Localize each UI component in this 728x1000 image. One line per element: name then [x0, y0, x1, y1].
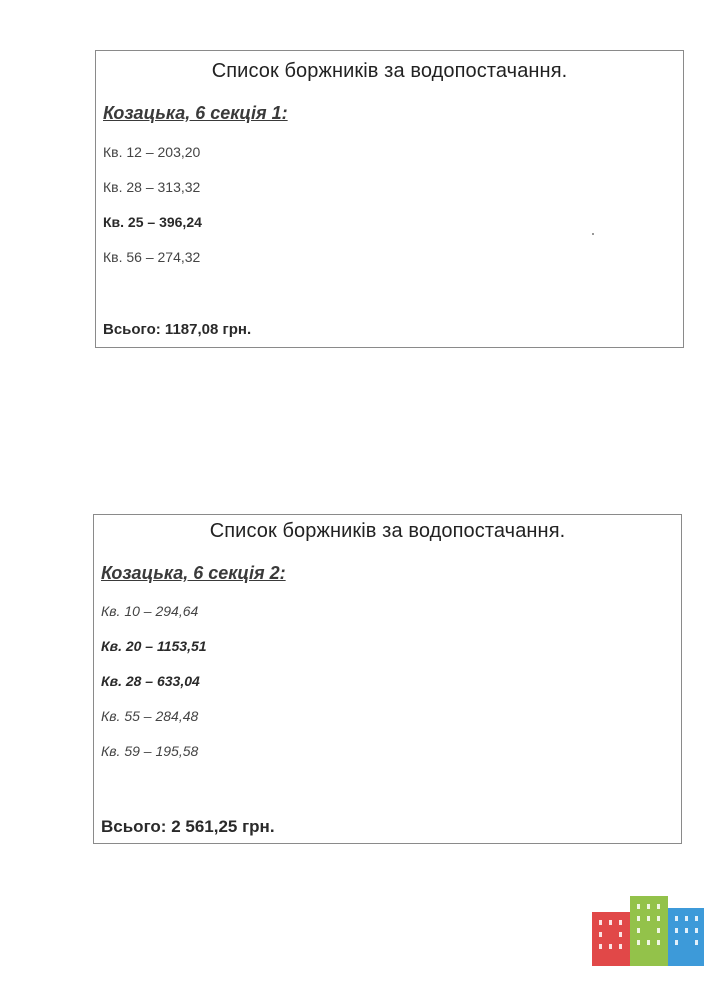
notice-title: Список боржників за водопостачання.	[209, 520, 566, 542]
buildings-logo-icon	[590, 888, 708, 988]
green-building-icon	[630, 896, 668, 966]
debtor-entry: Кв. 10 – 294,64	[101, 603, 199, 619]
debtors-notice-section-1	[95, 50, 684, 348]
total-amount: Всього: 1187,08 грн.	[103, 321, 252, 338]
debtor-entry: Кв. 25 – 396,24	[103, 214, 202, 230]
debtor-entry: Кв. 28 – 313,32	[103, 179, 201, 195]
blue-building-icon	[668, 908, 704, 966]
debtor-entry: Кв. 28 – 633,04	[101, 673, 200, 689]
debtors-notice-section-2	[93, 514, 682, 844]
debtor-entry: Кв. 12 – 203,20	[103, 144, 201, 160]
debtor-entry: Кв. 20 – 1153,51	[101, 638, 207, 654]
address-heading: Козацька, 6 секція 2:	[101, 563, 286, 583]
debtor-entry: Кв. 59 – 195,58	[101, 743, 199, 759]
total-amount: Всього: 2 561,25 грн.	[101, 817, 275, 836]
red-building-icon	[592, 912, 630, 966]
debtor-entry: Кв. 56 – 274,32	[103, 249, 201, 265]
address-heading: Козацька, 6 секція 1:	[103, 103, 288, 123]
debtor-entry: Кв. 55 – 284,48	[101, 708, 199, 724]
scan-speck	[592, 233, 594, 235]
notice-title: Список боржників за водопостачання.	[211, 60, 568, 82]
